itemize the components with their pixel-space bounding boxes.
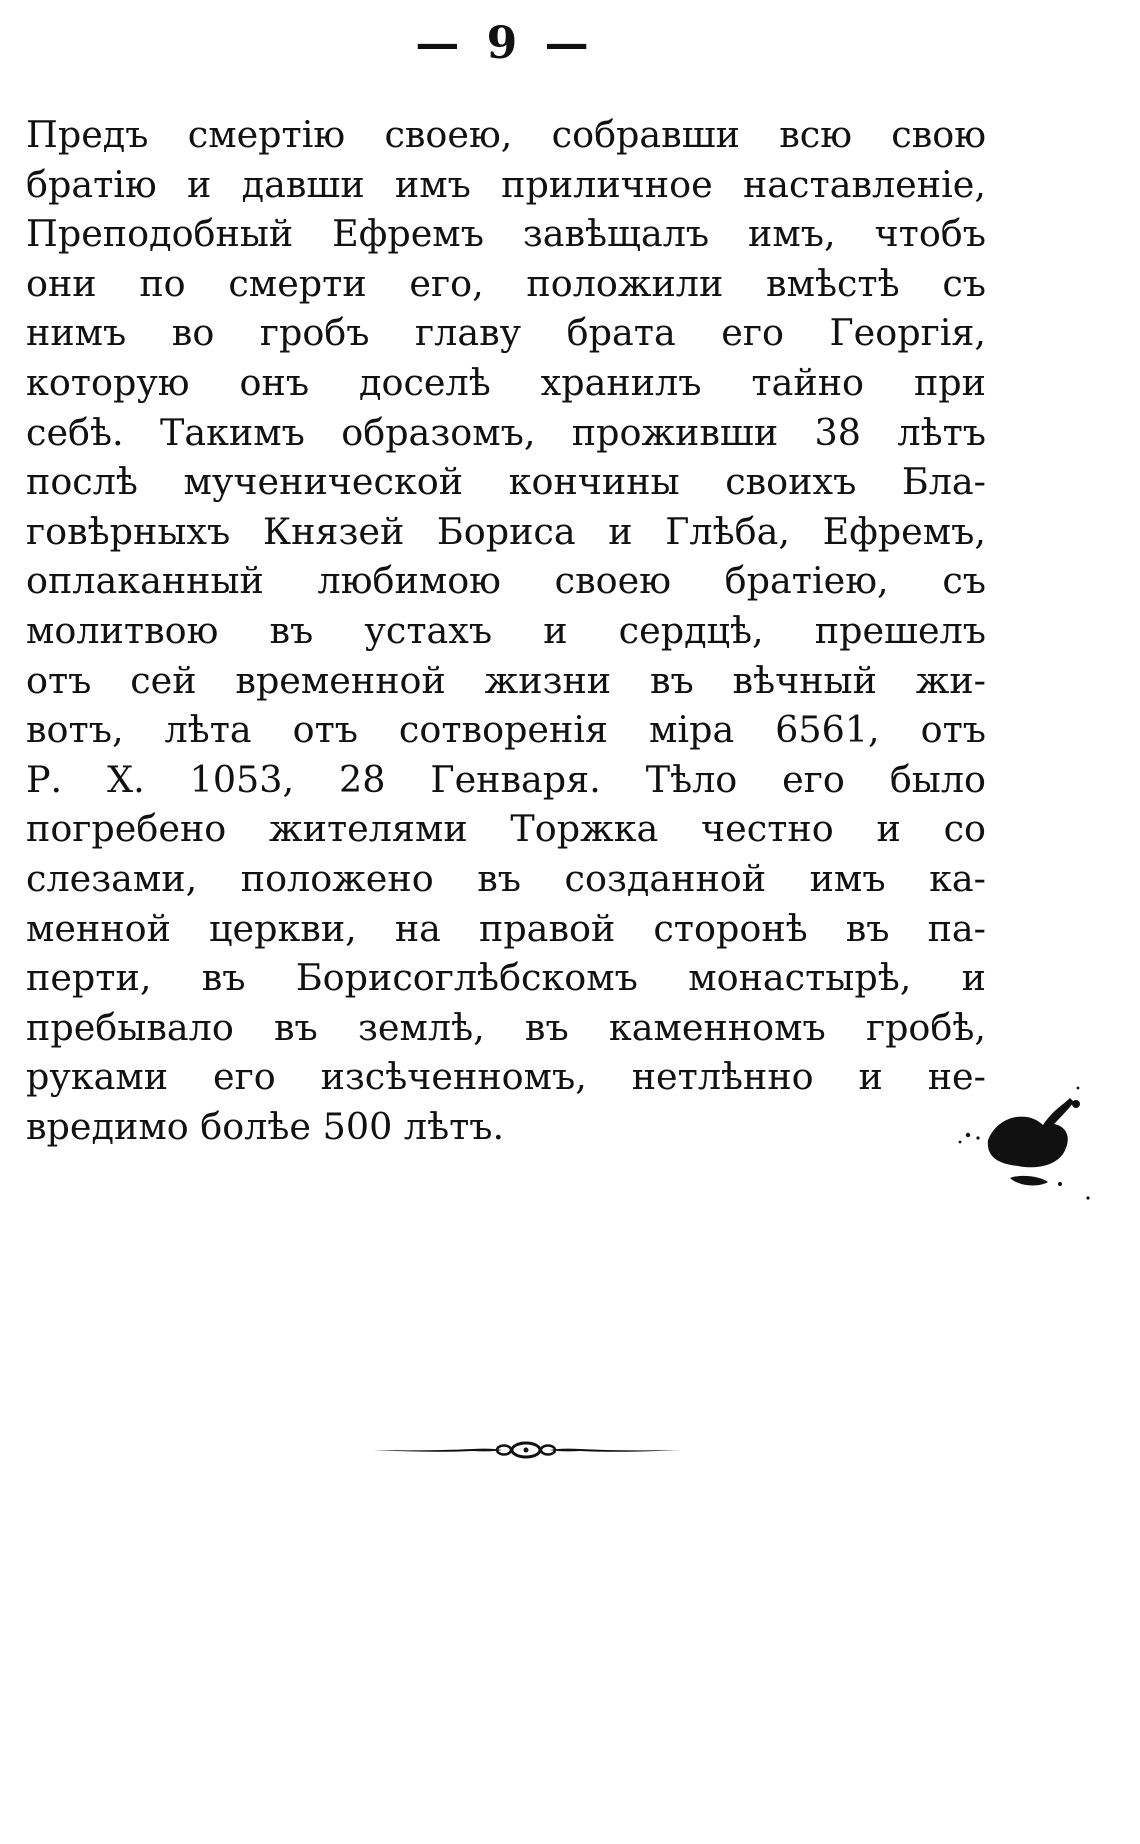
text-line: братію и давши имъ приличное наставленіе,	[26, 162, 986, 206]
text-line: погребено жителями Торжка честно и со	[26, 807, 986, 851]
body-text	[26, 110, 986, 1151]
text-line: отъ сей временной жизни въ вѣчный жи-	[26, 658, 986, 702]
text-line: руками его изсѣченномъ, нетлѣнно и не-	[26, 1055, 986, 1099]
text-line: которую онъ доселѣ хранилъ тайно при	[26, 360, 986, 404]
text-line: послѣ мученической кончины своихъ Бла-	[26, 460, 986, 504]
text-line: себѣ. Такимъ образомъ, проживши 38 лѣтъ	[26, 410, 986, 454]
text-line: вотъ, лѣта отъ сотворенія міра 6561, отъ	[26, 708, 986, 752]
text-line: Предъ смертію своею, собравши всю свою	[26, 113, 986, 156]
text-line: перти, въ Борисоглѣбскомъ монастырѣ, и	[26, 956, 986, 1000]
text-line: говѣрныхъ Князей Бориса и Глѣба, Ефремъ,	[26, 509, 986, 553]
text-line: менной церкви, на правой сторонѣ въ па-	[26, 906, 986, 950]
text-line: Р. Х. 1053, 28 Генваря. Тѣло его было	[26, 757, 986, 801]
text-line: молитвою въ устахъ и сердцѣ, прешелъ	[26, 608, 986, 652]
text-line: слезами, положено въ созданной имъ ка-	[26, 856, 986, 900]
ornamental-rule-icon	[372, 1430, 680, 1470]
page-number: — 9 —	[415, 18, 595, 69]
text-line: Преподобный Ефремъ завѣщалъ имъ, чтобъ	[26, 212, 986, 256]
ink-blot-icon	[948, 1080, 1098, 1210]
text-line: нимъ во гробъ главу брата его Георгія,	[26, 311, 986, 355]
text-line: они по смерти его, положили вмѣстѣ съ	[26, 261, 986, 305]
text-line: оплаканный любимою своею братіею, съ	[26, 559, 986, 603]
text-line: пребывало въ землѣ, въ каменномъ гробѣ,	[26, 1005, 986, 1049]
text-line-last: вредимо болѣе 500 лѣтъ.	[26, 1104, 505, 1148]
